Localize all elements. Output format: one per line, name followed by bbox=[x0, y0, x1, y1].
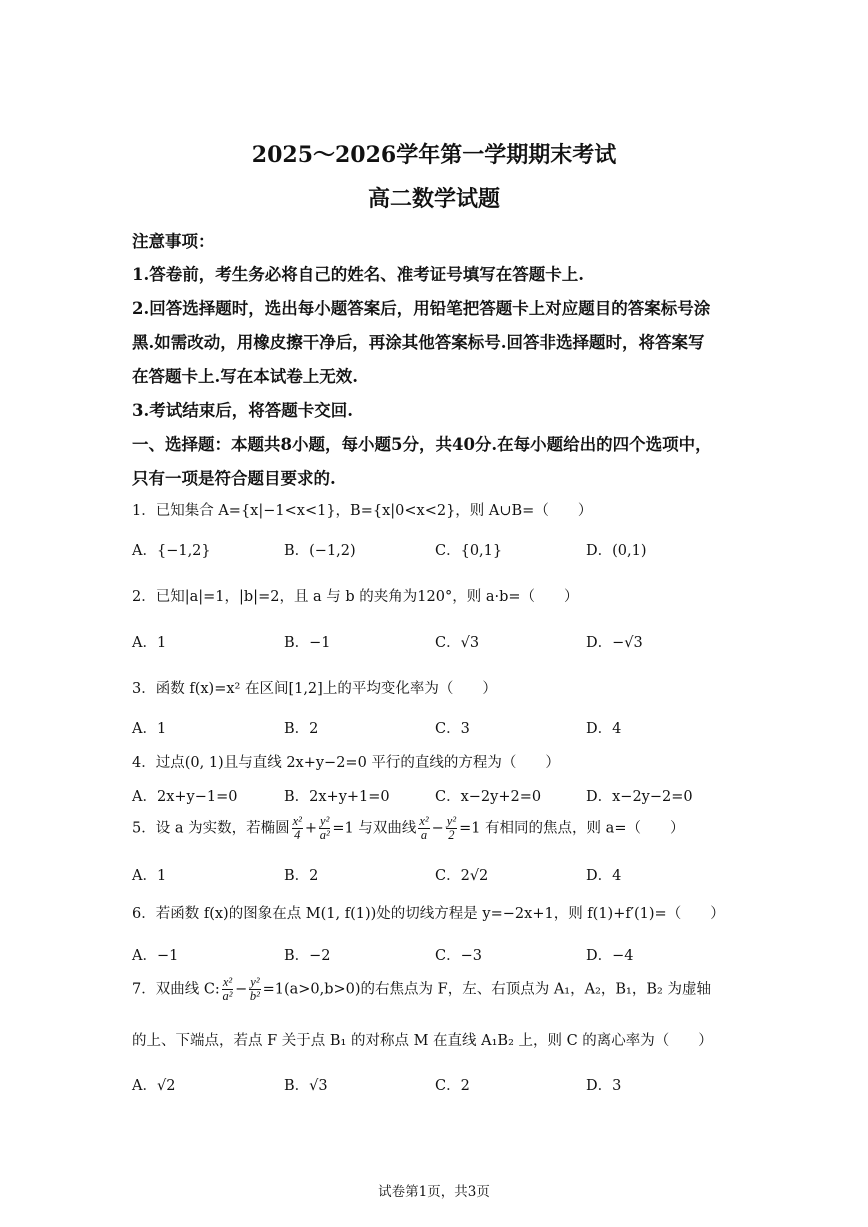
question-2-stem: 2．已知|a|=1，|b|=2，且 a 与 b 的夹角为120°，则 a·b=（ ） bbox=[132, 589, 579, 605]
notice-heading: 注意事项： bbox=[132, 232, 215, 251]
option: B．2 bbox=[284, 721, 319, 737]
option: A．√2 bbox=[132, 1078, 176, 1094]
numerator: x² bbox=[419, 814, 429, 828]
notice-line: 1.答卷前，考生务必将自己的姓名、准考证号填写在答题卡上. bbox=[132, 265, 584, 284]
option: D．−√3 bbox=[586, 635, 643, 651]
option: B．(−1,2) bbox=[284, 543, 356, 559]
option: C．x−2y+2=0 bbox=[435, 789, 542, 805]
question-6-stem: 6．若函数 f(x)的图象在点 M(1, f(1))处的切线方程是 y=−2x+1，则 f(1)+f′(1)=（ ） bbox=[132, 906, 725, 922]
fraction bbox=[319, 815, 330, 842]
notice-line: 在答题卡上.写在本试卷上无效. bbox=[132, 367, 358, 386]
question-5-stem bbox=[132, 815, 684, 842]
fraction bbox=[418, 815, 429, 842]
operator: − bbox=[235, 981, 248, 998]
question-4-stem: 4．过点(0, 1)且与直线 2x+y−2=0 平行的直线的方程为（ ） bbox=[132, 755, 560, 771]
section-heading: 一、选择题：本题共8小题，每小题5分，共40分.在每小题给出的四个选项中， bbox=[132, 435, 712, 454]
exam-subtitle: 高二数学试题 bbox=[367, 186, 500, 212]
option: B．−2 bbox=[284, 948, 331, 964]
numerator: x² bbox=[222, 975, 233, 989]
option: D．(0,1) bbox=[586, 543, 647, 559]
numerator: x² bbox=[292, 814, 302, 828]
question-7-stem bbox=[132, 976, 711, 1003]
option: C．2 bbox=[435, 1078, 470, 1094]
stem-text: =1(a>0,b>0)的右焦点为 F，左、右顶点为 A₁，A₂，B₁，B₂ 为虚轴 bbox=[262, 981, 711, 998]
option: D．x−2y−2=0 bbox=[586, 789, 693, 805]
option: D．3 bbox=[586, 1078, 622, 1094]
option: A．1 bbox=[132, 635, 167, 651]
denominator: a² bbox=[319, 828, 330, 842]
fraction bbox=[222, 976, 233, 1003]
operator: − bbox=[431, 820, 444, 837]
denominator: a bbox=[420, 828, 428, 842]
option: A．2x+y−1=0 bbox=[132, 789, 238, 805]
option: B．2x+y+1=0 bbox=[284, 789, 390, 805]
question-1-stem: 1．已知集合 A={x|−1<x<1}，B={x|0<x<2}，则 A∪B=（ ） bbox=[132, 503, 593, 519]
option: C．−3 bbox=[435, 948, 482, 964]
question-3-stem: 3．函数 f(x)=x² 在区间[1,2]上的平均变化率为（ ） bbox=[132, 681, 497, 697]
notice-line: 3.考试结束后，将答题卡交回. bbox=[132, 401, 353, 420]
denominator: 2 bbox=[448, 828, 455, 842]
fraction bbox=[249, 976, 260, 1003]
option: B．−1 bbox=[284, 635, 331, 651]
denominator: b² bbox=[249, 989, 260, 1003]
numerator: y² bbox=[250, 975, 260, 989]
fraction bbox=[292, 815, 303, 842]
option: D．4 bbox=[586, 721, 622, 737]
numerator: y² bbox=[446, 814, 457, 828]
stem-text: 7．双曲线 C: bbox=[132, 981, 220, 998]
option: A．{−1,2} bbox=[132, 543, 211, 559]
exam-title: 2025～2026学年第一学期期末考试 bbox=[251, 142, 617, 168]
option: C．2√2 bbox=[435, 868, 489, 884]
notice-line: 2.回答选择题时，选出每小题答案后，用铅笔把答题卡上对应题目的答案标号涂 bbox=[132, 299, 711, 318]
option: A．1 bbox=[132, 721, 167, 737]
option: D．4 bbox=[586, 868, 622, 884]
option: B．2 bbox=[284, 868, 319, 884]
option: D．−4 bbox=[586, 948, 634, 964]
option: C．√3 bbox=[435, 635, 480, 651]
stem-text: =1 与双曲线 bbox=[332, 820, 417, 837]
option: A．−1 bbox=[132, 948, 179, 964]
stem-text: 5．设 a 为实数，若椭圆 bbox=[132, 820, 290, 837]
section-heading: 只有一项是符合题目要求的. bbox=[132, 469, 336, 488]
option: C．{0,1} bbox=[435, 543, 503, 559]
page-footer: 试卷第1页，共3页 bbox=[378, 1184, 490, 1200]
numerator: y² bbox=[320, 814, 330, 828]
question-7-stem-line2: 的上、下端点，若点 F 关于点 B₁ 的对称点 M 在直线 A₁B₂ 上，则 C 的离心率为（ ） bbox=[132, 1033, 713, 1049]
option: C．3 bbox=[435, 721, 470, 737]
option: A．1 bbox=[132, 868, 167, 884]
option: B．√3 bbox=[284, 1078, 328, 1094]
stem-text: =1 有相同的焦点，则 a=（ ） bbox=[459, 820, 685, 837]
fraction bbox=[446, 815, 457, 842]
notice-line: 黑.如需改动，用橡皮擦干净后，再涂其他答案标号.回答非选择题时，将答案写 bbox=[132, 333, 705, 352]
operator: + bbox=[304, 820, 318, 837]
denominator: 4 bbox=[294, 828, 301, 842]
denominator: a² bbox=[222, 989, 233, 1003]
